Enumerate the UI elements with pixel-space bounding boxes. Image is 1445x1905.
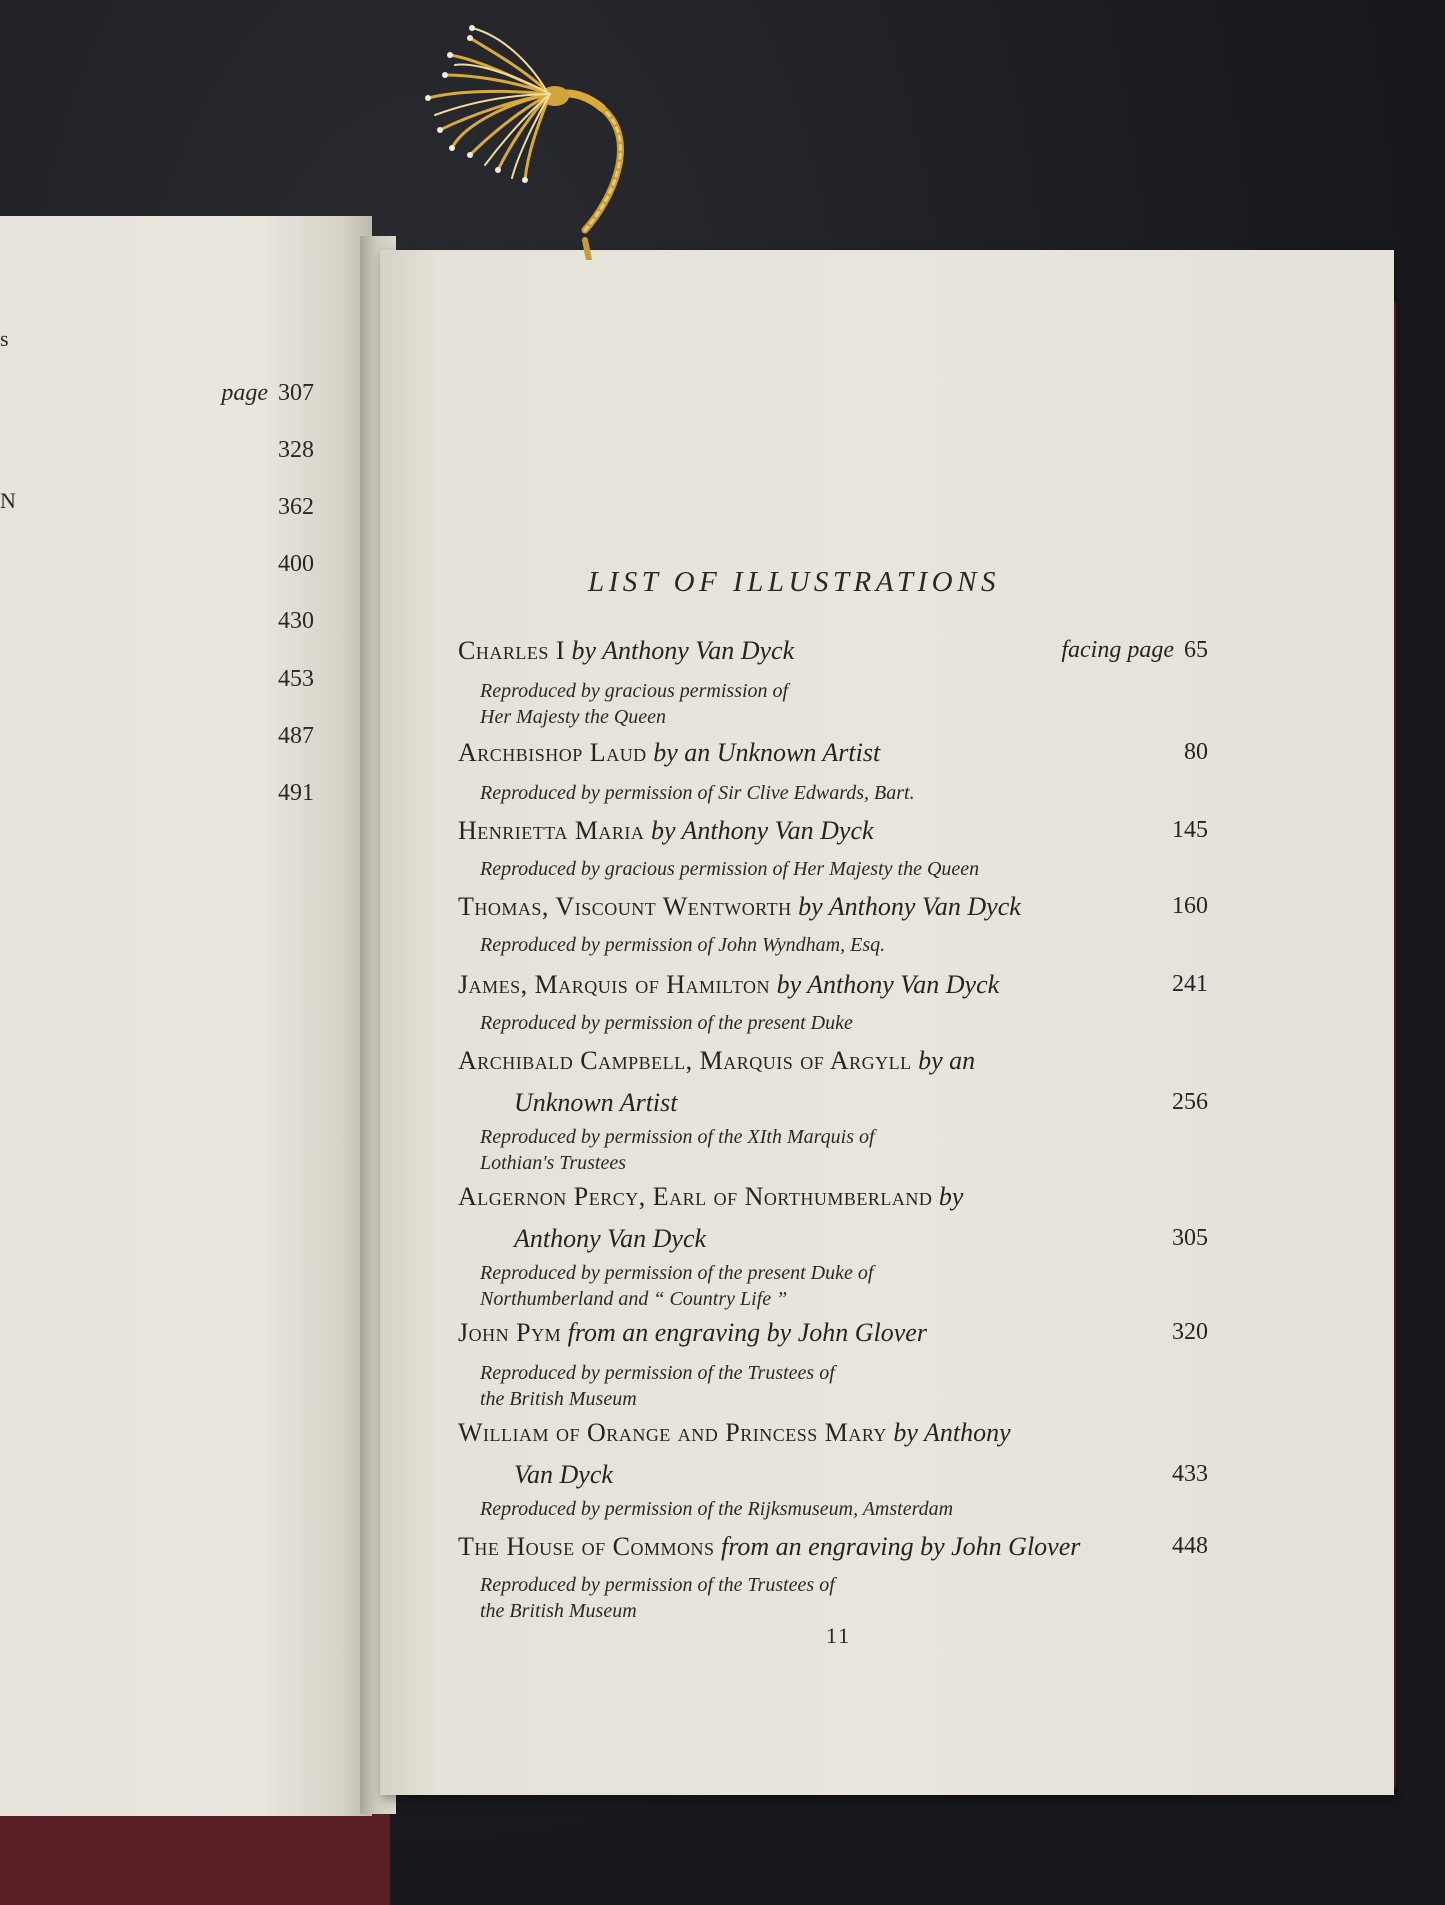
illustration-artist: by Anthony Van Dyck [798,892,1021,921]
page-number-value: 362 [278,494,314,520]
illustration-entry-title [458,1418,1208,1452]
illustration-page-number [978,971,1208,998]
page-number-value: 145 [1172,817,1208,843]
left-edge-fragment: s [0,326,9,351]
illustration-page-number [978,1319,1208,1346]
illustration-artist: from an engraving by John Glover [567,1318,927,1347]
illustration-subject: John Pym [458,1318,562,1347]
page-folio: 11 [826,1623,852,1648]
page-number-value: 305 [1172,1225,1208,1251]
illustration-page-number [978,1533,1208,1560]
illustration-page-number [978,1461,1208,1488]
illustration-subject: Archibald Campbell, Marquis of Argyll [458,1046,912,1075]
illustration-page-number [978,739,1208,766]
illustration-artist: by [938,1182,964,1211]
page-number-value: 487 [278,723,314,749]
illustration-page-number [978,1089,1208,1116]
illustration-credit: the British Museum [480,1600,637,1622]
left-page-number [200,780,314,807]
illustration-credit: Northumberland and “ Country Life ” [480,1288,788,1310]
illustration-credit: Reproduced by permission of the XIth Marquis of [480,1126,875,1148]
page-number-value: 80 [1184,739,1208,765]
page-number-value: 256 [1172,1089,1208,1115]
illustration-credit: Reproduced by permission of John Wyndham, Esq. [480,934,886,956]
left-page-number [200,723,314,750]
illustration-credit: the British Museum [480,1388,637,1410]
page-number-value: 448 [1172,1533,1208,1559]
illustration-credit: Lothian's Trustees [480,1152,626,1174]
illustration-page-number [978,637,1208,664]
left-page-number [200,666,314,693]
illustration-page-number [978,1225,1208,1252]
illustration-credit: Reproduced by permission of the Rijksmuseum, Amsterdam [480,1498,954,1520]
illustration-page-number [978,817,1208,844]
illustration-page-number [978,893,1208,920]
left-page-number [200,608,314,635]
illustration-entry-title [458,1182,1208,1216]
illustration-artist: from an engraving by John Glover [721,1532,1081,1561]
left-edge-fragment: N [0,488,16,513]
left-page-number [150,380,314,407]
page-number-value: 491 [278,780,314,806]
illustration-entry-title [458,1046,1208,1080]
page-number-value: 241 [1172,971,1208,997]
illustration-subject: Thomas, Viscount Wentworth [458,892,792,921]
illustration-subject: Henrietta Maria [458,816,645,845]
page-number-value: 160 [1172,893,1208,919]
page-number-value: 400 [278,551,314,577]
page-number-value: 65 [1184,637,1208,663]
illustration-credit: Reproduced by permission of the present Duke of [480,1262,874,1284]
page-title: LIST OF ILLUSTRATIONS [588,566,1000,598]
left-page-number [200,437,314,464]
illustration-credit: Reproduced by permission of the Trustees of [480,1574,835,1596]
facing-page-label: facing page [1061,637,1174,663]
illustration-subject: Algernon Percy, Earl of Northumberland [458,1182,933,1211]
illustration-credit: Reproduced by permission of Sir Clive Edwards, Bart. [480,782,915,804]
illustration-artist: by Anthony Van Dyck [571,636,795,665]
illustration-subject: Charles I [458,636,566,665]
illustration-credit: Reproduced by gracious permission of Her Majesty the Queen [480,858,980,880]
illustration-artist-continued: Unknown Artist [514,1088,678,1117]
illustration-subject: William of Orange and Princess Mary [458,1418,887,1447]
page-number-value: 320 [1172,1319,1208,1345]
tassel-bookmark-icon [350,20,710,260]
page-number-value: 433 [1172,1461,1208,1487]
illustration-subject: James, Marquis of Hamilton [458,970,771,999]
page-number-value: 453 [278,666,314,692]
illustration-artist: by Anthony Van Dyck [650,816,874,845]
illustration-artist-continued: Van Dyck [514,1460,613,1489]
illustration-credit: Her Majesty the Queen [480,706,667,728]
illustration-artist-continued: Anthony Van Dyck [514,1224,707,1253]
illustration-artist: by an Unknown Artist [653,738,881,767]
illustration-credit: Reproduced by permission of the present Duke [480,1012,853,1034]
illustration-credit: Reproduced by permission of the Trustees of [480,1362,835,1384]
illustration-subject: The House of Commons [458,1532,715,1561]
left-page [0,216,372,1816]
page-number-value: 430 [278,608,314,634]
illustration-subject: Archbishop Laud [458,738,647,767]
page-number-value: 307 [278,380,314,406]
illustration-artist: by Anthony Van Dyck [776,970,1000,999]
illustration-artist: by an [918,1046,976,1075]
illustration-artist: by Anthony [893,1418,1011,1447]
left-page-number [200,551,314,578]
left-page-number [200,494,314,521]
illustration-credit: Reproduced by gracious permission of [480,680,789,702]
page-label: page [221,380,268,406]
page-number-value: 328 [278,437,314,463]
